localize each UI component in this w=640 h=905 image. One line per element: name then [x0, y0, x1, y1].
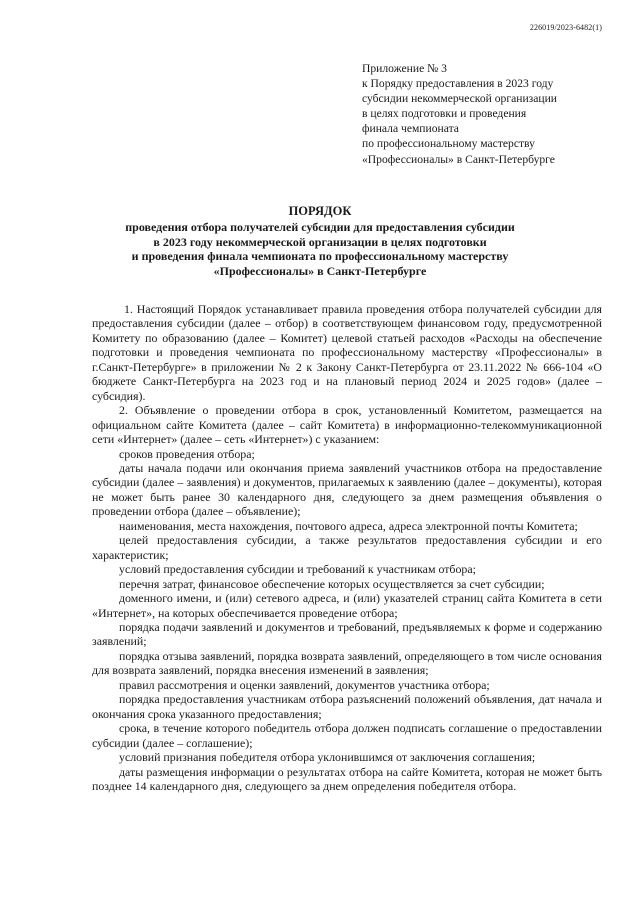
list-item: даты начала подачи или окончания приема заявлений участников отбора на предоставление субсидии (далее – заявления) и документов, прилагаемых к заявлению (далее – документы), которая не может быть ранее 30 календарного дня, следующего за днем размещения объявления о проведении отбора (далее – объявление);: [92, 460, 602, 519]
paragraph-1: 1. Настоящий Порядок устанавливает правила проведения отбора получателей субсидии для предоставления субсидии (далее – отбор) в соответствующем финансовом году, предусмотренной Комитету по образованию (далее – Комитет) целевой статьей расходов «Расходы на обеспечение подготовки и проведения чемпионата по профессиональному мастерству «Профессионалы» в г.Санкт-Петербурге» в приложении № 2 к Закону Санкт-Петербурга от 23.11.2022 № 666-104 «О бюджете Санкт-Петербурга на 2023 год и на плановый период 2024 и 2025 годов» (далее – субсидия).: [92, 302, 602, 403]
list-item: правил рассмотрения и оценки заявлений, документов участника отбора;: [119, 677, 490, 692]
appendix-line: «Профессионалы» в Санкт-Петербурге: [362, 152, 555, 166]
appendix-line: по профессиональному мастерству: [362, 137, 535, 151]
list-item: срока, в течение которого победитель отбора должен подписать соглашение о предоставлении субсидии (далее – соглашение);: [92, 721, 602, 750]
title-line: и проведения финала чемпионата по профессиональному мастерству: [131, 249, 509, 263]
title-line: в 2023 году некоммерческой организации в целях подготовки: [153, 234, 487, 249]
appendix-line: финала чемпионата: [362, 122, 459, 136]
title-line: проведения отбора получателей субсидии для предоставления субсидии: [125, 220, 515, 234]
list-item: доменного имени, и (или) сетевого адреса, и (или) указателей страниц сайта Комитета в сети «Интернет», на которых обеспечивается проведение отбора;: [92, 591, 602, 620]
list-item: наименования, места нахождения, почтового адреса, адреса электронной почты Комитета;: [119, 518, 578, 533]
list-item: даты размещения информации о результатах отбора на сайте Комитета, которая не может быть позднее 14 календарного дня, следующего за днем определения победителя отбора.: [92, 764, 602, 793]
list-item: порядка подачи заявлений и документов и требований, предъявляемых к форме и содержанию заявлений;: [92, 619, 602, 649]
appendix-line: Приложение № 3: [362, 62, 447, 75]
document-body: [92, 302, 602, 793]
appendix-header: [362, 61, 612, 167]
list-item: условий предоставления субсидии и требований к участникам отбора;: [119, 562, 476, 577]
document-id: 226019/2023-6482(1): [529, 23, 602, 32]
list-item: порядка предоставления участникам отбора разъяснений положений объявления, дат начала и окончания срока указанного предоставления;: [92, 692, 602, 721]
document-title: [0, 204, 640, 278]
list-item: целей предоставления субсидии, а также результатов предоставления субсидии и его характеристик;: [92, 533, 602, 562]
list-item: порядка отзыва заявлений, порядка возврата заявлений, определяющего в том числе основания для возврата заявлений, порядка внесения изменений в заявления;: [92, 648, 602, 678]
appendix-line: субсидии некоммерческой организации: [362, 92, 557, 106]
list-item: перечня затрат, финансовое обеспечение которых осуществляется за счет субсидии;: [119, 576, 545, 591]
list-item: сроков проведения отбора;: [119, 446, 255, 461]
title-line: «Профессионалы» в Санкт-Петербурге: [213, 263, 427, 278]
appendix-line: к Порядку предоставления в 2023 году: [362, 77, 554, 91]
title-main: ПОРЯДОК: [288, 204, 352, 218]
paragraph-2: 2. Объявление о проведении отбора в срок, установленный Комитетом, размещается на официальном сайте Комитета (далее – сайт Комитета) в информационно-телекоммуникационной сети «Интернет» (далее – сеть «Интернет») с указанием:: [92, 403, 602, 447]
appendix-line: в целях подготовки и проведения: [362, 107, 527, 121]
list-item: условий признания победителя отбора уклонившимся от заключения соглашения;: [119, 750, 536, 765]
